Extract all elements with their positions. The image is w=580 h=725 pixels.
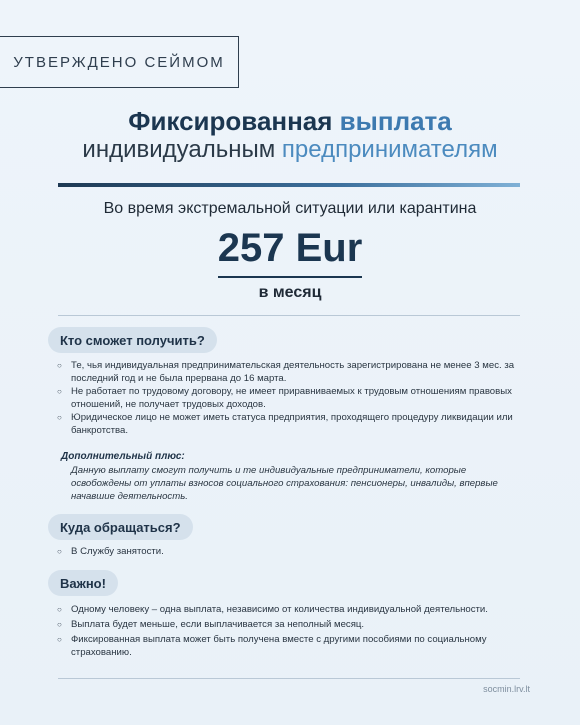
list-item: ○ Те, чья индивидуальная предпринимательская деятельность зарегистрирована не менее 3 мес. за последний год и не была прервана до 16 марта.	[57, 360, 515, 384]
source-url: socmin.lrv.lt	[483, 684, 530, 694]
title-part2: выплата	[339, 106, 452, 136]
subtitle: Во время экстремальной ситуации или карантина	[103, 200, 477, 217]
section-heading-where: Куда обращаться?	[48, 514, 193, 540]
list-item: ○ В Службу занятости.	[57, 546, 164, 557]
page-title-line1	[0, 106, 580, 137]
who-list	[57, 359, 535, 437]
list-item: ○ Фиксированная выплата может быть получена вместе с другими пособиями по социальному страхованию.	[57, 634, 487, 658]
extra-text: Данную выплату смогут получить и те индивидуальные предприниматели, которые освобождены от уплаты взносов социального страхования: пенсионеры, инвалиды, впервые начавшие деятельность.	[71, 465, 498, 502]
section-divider	[58, 315, 520, 316]
bullet-icon: ○	[57, 387, 62, 396]
title-part3: индивидуальным	[82, 136, 282, 163]
extra-heading: Дополнительный плюс:	[61, 451, 185, 462]
bullet-icon: ○	[57, 605, 62, 614]
bullet-icon: ○	[57, 413, 62, 422]
section-heading-important: Важно!	[48, 570, 118, 596]
payment-amount: 257 Eur	[217, 226, 363, 270]
per-month-label: в месяц	[258, 284, 322, 301]
list-item: ○ Одному человеку – одна выплата, независимо от количества индивидуальной деятельности.	[57, 604, 488, 615]
list-item: ○ Не работает по трудовому договору, не имеет приравниваемых к трудовым отношениям правовых отношений, не получает трудовых доходов.	[57, 386, 512, 410]
list-item: ○ Юридическое лицо не может иметь статуса предприятия, проходящего процедуру ликвидации или банкротства.	[57, 412, 513, 436]
where-list	[57, 545, 535, 558]
important-list	[57, 603, 535, 659]
title-divider	[58, 183, 520, 187]
bullet-icon: ○	[57, 620, 62, 629]
stamp-text: УТВЕРЖДЕНО СЕЙМОМ	[13, 53, 225, 71]
section-heading-who: Кто сможет получить?	[48, 327, 217, 353]
bullet-icon: ○	[57, 547, 62, 556]
title-part1: Фиксированная	[128, 106, 340, 136]
amount-underline	[218, 276, 362, 278]
approved-stamp	[0, 36, 239, 88]
bullet-icon: ○	[57, 635, 62, 644]
page-title-line2	[0, 136, 580, 164]
footer-divider	[58, 678, 520, 679]
title-part4: предпринимателям	[281, 136, 498, 163]
list-item: ○ Выплата будет меньше, если выплачивается за неполный месяц.	[57, 619, 365, 630]
bullet-icon: ○	[57, 361, 62, 370]
